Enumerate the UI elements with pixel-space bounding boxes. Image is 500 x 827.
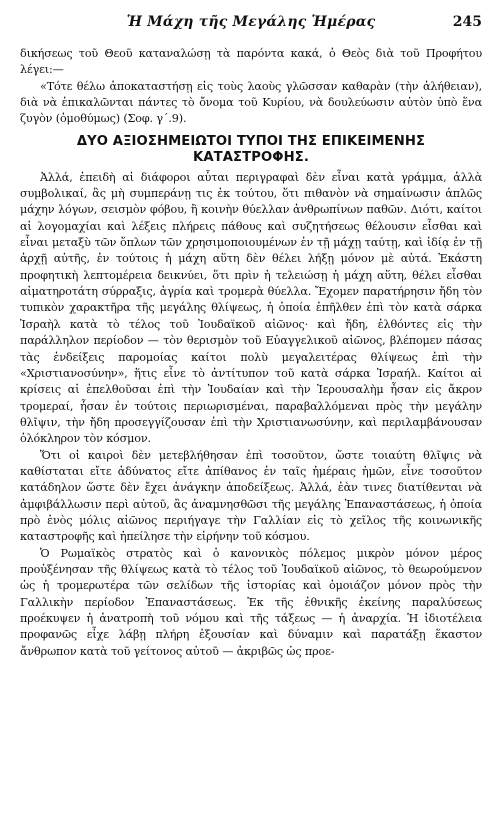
- quotation-paragraph: «Τότε θέλω ἀποκαταστήσῃ εἰς τοὺς λαοὺς γλῶσσαν καθαρὰν (τὴν ἀλήθειαν), διὰ νὰ ἐπικαλῶνται πάντες τὸ ὄνομα τοῦ Κυρίου, νὰ δουλεύωσιν αὐτὸν ὑπὸ ἕνα ζυγὸν (ὁμοθύμως) (Σοφ. γ΄.9).: [20, 79, 482, 126]
- section-heading: ΔΥΟ ΑΞΙΟΣΗΜΕΙΩΤΟΙ ΤΥΠΟΙ ΤΗΣ ΕΠΙΚΕΙΜΕΝΗΣ ΚΑΤΑΣΤΡΟΦΗΣ.: [76, 133, 426, 165]
- paragraph-continuation: δικήσεως τοῦ Θεοῦ καταναλώσῃ τὰ παρόντα κακά, ὁ Θεὸς διὰ τοῦ Προφήτου λέγει:—: [20, 47, 482, 77]
- body-paragraph-1: Ἀλλά, ἐπειδὴ αἱ διάφοροι αὗται περιγραφαὶ δὲν εἶναι κατὰ γράμμα, ἀλλὰ συμβολικαί, ἂς μὴ συμπεράνῃ τις ἐκ τούτου, ὅτι πιθανὸν νὰ σημαίνωσιν ἁπλῶς μάχην λόγων, σεισμὸν φόβου, ἢ κοινὴν θύελλαν ἀνθρωπίνων παθῶν. Διότι, καίτοι αἱ λογομαχίαι καὶ λέξεις πλήρεις πάθους καὶ συζητήσεως θέλουσιν εἶσθαι καὶ εἶναι μεταξὺ τῶν ὅπλων τῶν χρησιμοποιουμένων ἐν τῇ μάχῃ ταύτῃ, καὶ ἰδίᾳ ἐν τῇ ἀρχῇ αὐτῆς, ἐν τούτοις ἡ μάχη αὕτη δὲν θέλει λήξῃ μόνον μὲ αὐτά. Ἑκάστη προφητικὴ λεπτομέρεια δεικνύει, ὅτι πρὶν ἡ τελειώσῃ ἡ μάχη αὕτη, θέλει εἶσθαι αἱματηροτάτη σύρραξις, ἀγρία καὶ τρομερὰ θύελλα. Ἔχομεν παρατήρησιν ἤδη τὸν τυπικὸν χαρακτῆρα τῆς μεγάλης θλίψεως, ἡ ὁποία ἐπῆλθεν ἐπὶ τὸν κατὰ σάρκα Ἰσραὴλ κατὰ τὸ τέλος τοῦ Ἰουδαϊκοῦ αἰῶνος· καὶ ἤδη, ἐλθόντες εἰς τὴν παράλληλον περίοδον — τὸν θερισμὸν τοῦ Εὐαγγελικοῦ αἰῶνος, βλέπομεν πάσας τὰς ἐνδείξεις παρομοίας καίτοι πολὺ μεγαλειτέρας θλίψεως ἐπὶ τὴν «Χριστιανοσύνην», ἥτις εἶνε τὸ ἀντίτυπον τοῦ κατὰ σάρκα Ἰσραήλ. Καίτοι αἱ κρίσεις αἱ ἐπελθοῦσαι ἐπὶ τὴν Ἰουδαίαν καὶ τὴν Ἱερουσαλὴμ ἦσαν εἰς ἄκρον τρομεραί, ἦσαν ἐν τούτοις περιωρισμέναι, παραβαλλόμεναι πρὸς τὴν μεγάλην θλῖψιν, τὴν ἤδη προσεγγίζουσαν ἐπὶ τὴν Χριστιανωσύνην, καὶ περιλαμβάνουσαν ὁλόκληρον τὸν κόσμον.: [20, 170, 482, 446]
- body-paragraph-3: Ὁ Ρωμαϊκὸς στρατὸς καὶ ὁ κανονικὸς πόλεμος μικρὸν μόνον μέρος προὐξένησαν τῆς θλίψεως κατὰ τὸ τέλος τοῦ Ἰουδαϊκοῦ αἰῶνος, τὸ θεωρούμενον ὡς ἡ τρομερωτέρα τῶν σελίδων τῆς ἱστορίας καὶ ὁμοιάζον μόνον πρὸς τὴν Γαλλικὴν περίοδον Ἐπαναστάσεως. Ἐκ τῆς ἐθνικῆς ἐκείνης παραλύσεως προέκυψεν ἡ ἀνατροπὴ τοῦ νόμου καὶ τῆς τάξεως — ἡ ἀναρχία. Ἡ ἰδιοτέλεια προφανῶς εἶχε λάβῃ πλήρη ἐξουσίαν καὶ δύναμιν καὶ παρατάξῃ ἕκαστον ἄνθρωπον κατὰ τοῦ γείτονος αὐτοῦ — ἀκριβῶς ὡς προε-: [20, 546, 482, 658]
- running-title: Ἡ Μάχη τῆς Μεγάλης Ἡμέρας: [126, 14, 376, 30]
- page-number: 245: [452, 14, 482, 30]
- running-header: [20, 14, 482, 38]
- body-paragraph-2: Ὅτι οἱ καιροὶ δὲν μετεβλήθησαν ἐπὶ τοσοῦτον, ὥστε τοιαύτη θλῖψις νὰ καθίσταται εἴτε ἀδύνατος εἴτε ἀπίθανος ἐν ταῖς ἡμέραις ἡμῶν, εἶνε τοσοῦτον κατάδηλον ὥστε δὲν ἔχει ἀνάγκην ἀποδείξεως. Ἀλλά, ἐὰν τινες διατίθενται νὰ ἀμφιβάλλωσιν περὶ αὐτοῦ, ἂς ἀναμνησθῶσι τῆς μεγάλης Ἐπαναστάσεως, ἡ ὁποία πρὸ ἑνὸς μόλις αἰῶνος περιήγαγε τὴν Γαλλίαν εἰς τὸ χεῖλος τῆς κοινωνικῆς καταστροφῆς καὶ ἠπείλησε τὴν εἰρήνην τοῦ κόσμου.: [20, 448, 482, 544]
